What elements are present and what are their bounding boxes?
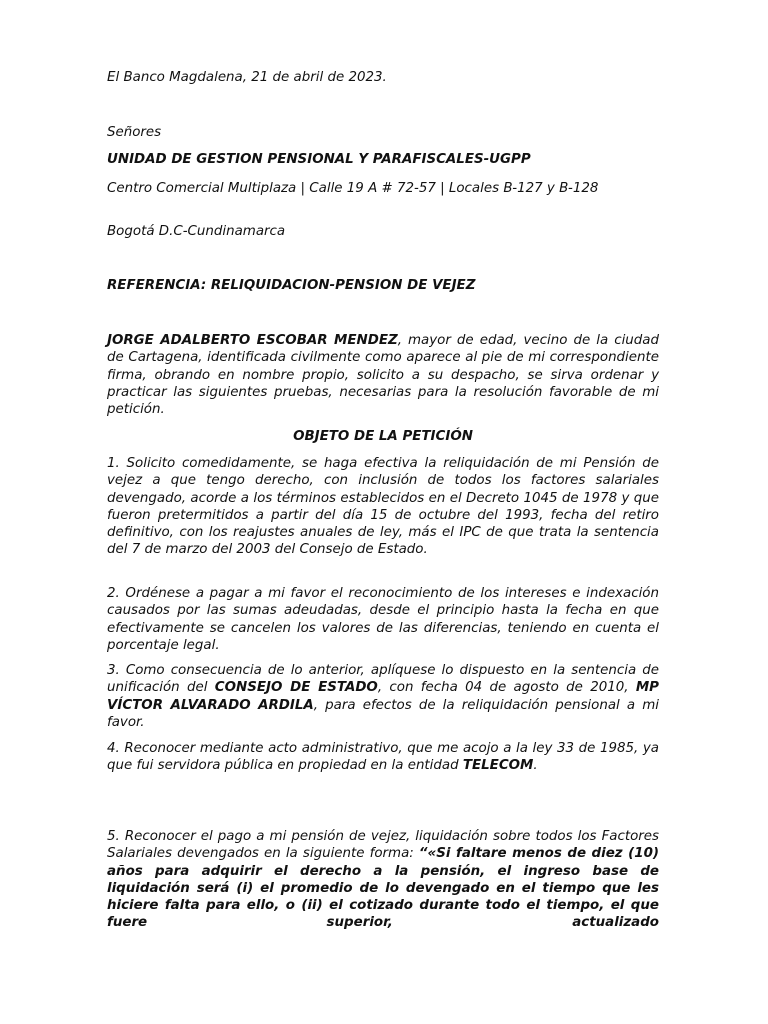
item-4-entity: TELECOM	[462, 758, 534, 774]
recipient-organization: UNIDAD DE GESTION PENSIONAL Y PARAFISCALES-UGPP	[107, 152, 531, 167]
item-3-magistrate: MP VÍCTOR ALVARADO ARDILA	[107, 680, 659, 713]
recipient-address: Centro Comercial Multiplaza | Calle 19 A # 72-57 | Locales B-127 y B-128	[107, 181, 599, 196]
item-5-text: 5. Reconocer el pago a mi pensión de vejez, liquidación sobre todos los Factores Salariales devengados en la siguiente forma:	[107, 829, 659, 862]
petitioner-name: JORGE ADALBERTO ESCOBAR MENDEZ	[107, 333, 398, 348]
reference-line: REFERENCIA: RELIQUIDACION-PENSION DE VEJEZ	[107, 278, 476, 293]
petition-item-1: 1. Solicito comedidamente, se haga efectiva la reliquidación de mi Pensión de vejez a que tengo derecho, con inclusión de todos los factores salariales devengado, acorde a los términos establecidos en el Decreto 1045 de 1978 y que fueron pretermitidos a partir del día 15 de octubre del 1993, fecha del retiro definitivo, con los reajustes anuales de ley, más el IPC de que trata la sentencia del 7 de marzo del 2003 del Consejo de Estado.	[107, 456, 659, 558]
recipient-city: Bogotá D.C-Cundinamarca	[107, 224, 286, 239]
intro-text: , mayor de edad, vecino de la ciudad de Cartagena, identificada civilmente como aparece al pie de mi correspondiente firma, obrando en nombre propio, solicito a su despacho, se sirva ordenar y practicar las siguientes pruebas, necesarias para la resolución favorable de mi petición.	[107, 333, 659, 418]
petition-item-2: 2. Ordénese a pagar a mi favor el reconocimiento de los intereses e indexación causados por las sumas adeudadas, desde el principio hasta la fecha en que efectivamente se cancelen los valores de las diferencias, teniendo en cuenta el porcentaje legal.	[107, 586, 659, 653]
item-4-text-a: 4. Reconocer mediante acto administrativo, que me acojo a la ley 33 de 1985, ya que fui servidora pública en propiedad en la entidad	[107, 741, 659, 774]
petition-item-4	[107, 740, 659, 775]
section-title: OBJETO DE LA PETICIÓN	[293, 429, 473, 444]
item-3-text-b: , con fecha 04 de agosto de 2010,	[377, 680, 636, 696]
item-3-text-c: , para efectos de la reliquidación pensional a mi favor.	[107, 697, 659, 730]
letter-dateline: El Banco Magdalena, 21 de abril de 2023.	[107, 70, 387, 85]
item-5-quote: “«Si faltare menos de diez (10) años para adquirir el derecho a la pensión, el ingreso base de liquidación será (i) el promedio de lo devengado en el tiempo que les hiciere falta para ello, o (ii) el cotizado durante todo el tiempo, el que fuere superior, actualizado	[107, 846, 660, 931]
item-3-court: CONSEJO DE ESTADO	[214, 680, 378, 696]
salutation: Señores	[107, 125, 162, 140]
petition-item-3	[107, 662, 659, 731]
petition-item-5	[107, 828, 659, 932]
item-4-text-b: .	[533, 758, 538, 774]
item-3-text-a: 3. Como consecuencia de lo anterior, aplíquese lo dispuesto en la sentencia de unificación del	[107, 663, 659, 696]
intro-paragraph	[107, 332, 659, 418]
